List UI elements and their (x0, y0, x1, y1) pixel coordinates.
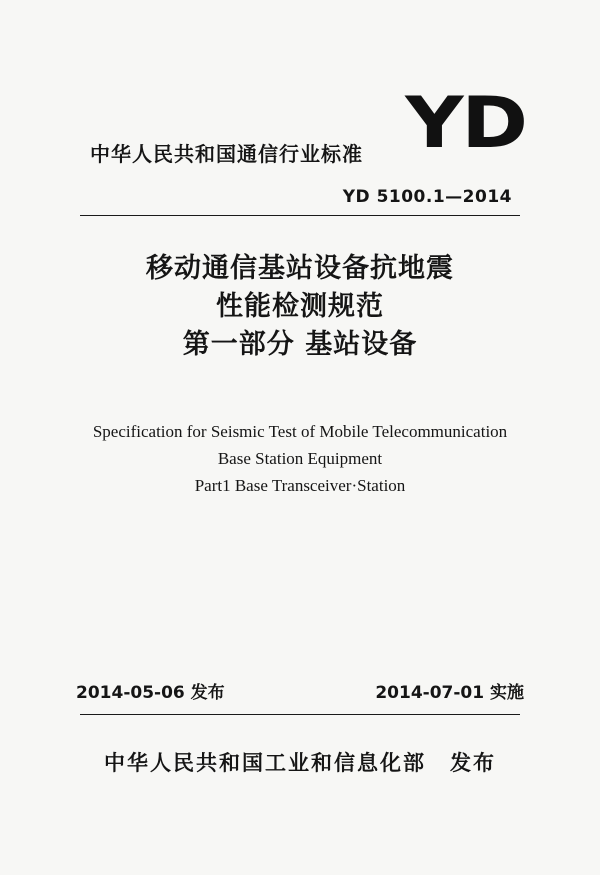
yd-logo: YD (405, 82, 526, 164)
chinese-title-line-3: 第一部分 基站设备 (182, 329, 418, 360)
english-title (0, 418, 600, 499)
english-title-line-1: Specification for Seismic Test of Mobile Telecommunication (92, 422, 508, 441)
effective-date: 2014-07-01 实施 (375, 683, 524, 703)
standard-number: YD 5100.1—2014 (342, 187, 512, 207)
publish-date: 2014-05-06 发布 (76, 683, 225, 703)
chinese-title (0, 250, 600, 364)
english-title-line-3: Part1 Base Transceiver·Station (194, 476, 406, 495)
publisher-action: 发布 (450, 751, 496, 775)
chinese-title-line-2: 性能检测规范 (216, 291, 384, 322)
chinese-title-line-1: 移动通信基站设备抗地震 (146, 253, 454, 284)
publisher-line (0, 750, 600, 776)
top-divider (80, 215, 520, 216)
bottom-divider (80, 714, 520, 715)
industry-standard-title: 中华人民共和国通信行业标准 (90, 142, 363, 166)
publisher-name: 中华人民共和国工业和信息化部 (104, 751, 426, 775)
english-title-line-2: Base Station Equipment (217, 449, 383, 468)
